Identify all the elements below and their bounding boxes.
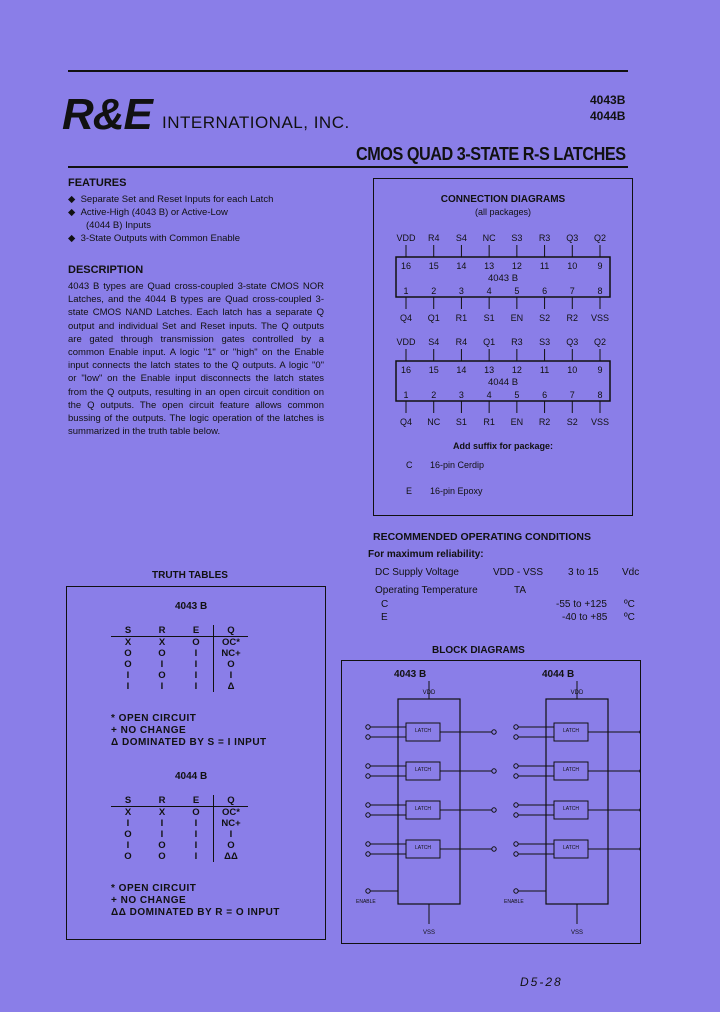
chip1-top-pin: 9 — [597, 261, 603, 271]
chip2-top-pin: 11 — [539, 365, 550, 375]
feature-item: ◆ 3-State Outputs with Common Enable — [68, 233, 241, 244]
tt1-cell: O — [124, 648, 132, 659]
chip2-top-pin: 10 — [567, 365, 578, 375]
supply-range: 3 to 15 — [568, 567, 599, 578]
feature-item: ◆ Separate Set and Reset Inputs for each Latch — [68, 194, 274, 205]
left-latch-label: LATCH — [414, 767, 432, 773]
supply-unit: Vdc — [622, 567, 640, 578]
chip1-top-pin: 16 — [400, 261, 412, 271]
chip2-top-label: R4 — [455, 337, 468, 347]
chip1-bottom-pin: 8 — [597, 286, 603, 296]
tt2-cell: I — [229, 829, 233, 840]
tt1-header: R — [145, 625, 179, 637]
tt1-cell: O — [158, 648, 166, 659]
tt1-row — [111, 648, 248, 659]
left-input-pin — [366, 725, 370, 729]
tt1-row — [111, 681, 248, 692]
chip2-bottom-pin: 7 — [569, 390, 575, 400]
truth-table-1-notes — [111, 713, 267, 749]
tt1-cell: I — [126, 681, 130, 692]
right-vdd-label: VDD — [570, 690, 584, 696]
right-input-pin — [514, 813, 518, 817]
tt2-header: E — [179, 795, 214, 807]
left-input-pin — [366, 774, 370, 778]
tt1-cell: Δ — [227, 681, 235, 692]
tt1-cell: I — [160, 659, 164, 670]
tt2-row — [111, 851, 248, 862]
tt1-cell: I — [179, 659, 214, 670]
chip2-bottom-label: EN — [510, 417, 524, 427]
tt2-cell: O — [227, 840, 235, 851]
features-heading: FEATURES — [68, 177, 127, 189]
tt2-cell: OC* — [222, 807, 240, 818]
temp-unit-e: ºC — [624, 612, 635, 623]
tt1-cell: OC* — [222, 637, 240, 648]
chip2-bottom-pin: 1 — [403, 390, 409, 400]
right-vss-label: VSS — [570, 930, 584, 936]
tt1-cell: I — [126, 670, 130, 681]
block-diagrams-box — [341, 660, 641, 944]
truth-heading: TRUTH TABLES — [152, 570, 228, 581]
chip1-bottom-label: VSS — [590, 313, 610, 323]
tt2-header: Q — [214, 795, 249, 807]
chip1-top-label: NC — [482, 233, 496, 243]
tt2-cell: O — [158, 840, 166, 851]
truth-table-2-title: 4044 B — [175, 771, 208, 782]
chip2-bottom-pin: 2 — [431, 390, 437, 400]
tt2-row — [111, 818, 248, 829]
tt1-row — [111, 670, 248, 681]
part-numbers — [590, 92, 625, 124]
right-latch-label: LATCH — [562, 728, 580, 734]
chip1-bottom-label: EN — [510, 313, 524, 323]
package-desc-c: 16-pin Cerdip — [430, 460, 485, 470]
chip1-top-label: R3 — [538, 233, 551, 243]
package-desc-e: 16-pin Epoxy — [430, 486, 483, 496]
right-input-pin — [514, 725, 518, 729]
package-code-e: E — [406, 486, 413, 496]
truth-table-1 — [111, 625, 248, 692]
temp-range-e: -40 to +85 — [562, 612, 608, 623]
chip2-bottom-pin: 3 — [458, 390, 464, 400]
temp-symbol: TA — [514, 585, 527, 596]
tt1-cell: I — [160, 681, 164, 692]
tt2-cell: I — [179, 818, 214, 829]
supply-symbol: VDD - VSS — [493, 567, 544, 578]
chip1-top-pin: 10 — [567, 261, 578, 271]
chip1-bottom-label: Q1 — [427, 313, 440, 323]
tt1-cell: X — [158, 637, 166, 648]
chip1-top-pin: 15 — [428, 261, 439, 271]
left-latch-label: LATCH — [414, 806, 432, 812]
chip2-name: 4044 B — [487, 377, 519, 388]
chip2-bottom-label: VSS — [590, 417, 610, 427]
block-left-title: 4043 B — [394, 669, 427, 680]
chip1-top-label: S3 — [511, 233, 523, 243]
temp-code-c: C — [381, 599, 389, 610]
right-input-pin — [514, 774, 518, 778]
connection-diagrams-box — [373, 178, 633, 516]
chip2-top-label: R3 — [511, 337, 523, 347]
left-latch-label: LATCH — [414, 728, 432, 734]
right-input-pin — [514, 764, 518, 768]
part-number-1: 4043B — [590, 93, 626, 107]
chip2-bottom-label: NC — [427, 417, 441, 427]
chip2-bottom-pin: 6 — [542, 390, 548, 400]
tt2-header: S — [111, 795, 145, 807]
right-latch-label: LATCH — [562, 767, 580, 773]
tt2-cell: X — [124, 807, 132, 818]
tt2-cell: X — [158, 807, 166, 818]
right-enable-label: ENABLE — [504, 899, 524, 905]
block-right-title: 4044 B — [542, 669, 575, 680]
tt2-note: + NO CHANGE — [111, 895, 187, 906]
left-input-pin — [366, 842, 370, 846]
tt1-note: * OPEN CIRCUIT — [111, 713, 197, 724]
tt1-row — [111, 659, 248, 670]
block-diagram-svg — [342, 661, 640, 943]
tt1-cell: O — [179, 637, 214, 649]
suffix-heading: Add suffix for package: — [452, 441, 553, 451]
temp-unit-c: ºC — [624, 599, 635, 610]
supply-label: DC Supply Voltage — [375, 567, 459, 578]
left-vss-label: VSS — [422, 930, 436, 936]
right-latch-label: LATCH — [562, 806, 580, 812]
truth-table-1-title: 4043 B — [175, 601, 208, 612]
chip1-name: 4043 B — [487, 273, 519, 284]
chip1-top-pin: 14 — [456, 261, 467, 271]
left-latch-label: LATCH — [414, 845, 432, 851]
connection-heading: CONNECTION DIAGRAMS — [440, 194, 566, 205]
tt2-cell: I — [179, 840, 214, 851]
right-input-pin — [514, 842, 518, 846]
tt1-cell: I — [229, 670, 233, 681]
tt1-header: E — [179, 625, 214, 637]
tt1-cell: I — [179, 681, 214, 692]
temp-range-c: -55 to +125 — [556, 599, 607, 610]
left-output-pin — [492, 808, 496, 812]
chip2-top-label: S3 — [539, 337, 551, 347]
left-input-pin — [366, 803, 370, 807]
package-code-c: C — [406, 460, 413, 470]
tt2-cell: O — [158, 851, 166, 862]
chip1-top-label: R4 — [427, 233, 440, 243]
tt2-cell: I — [126, 840, 130, 851]
chip1-top-label: Q3 — [566, 233, 579, 243]
tt1-header: Q — [214, 625, 249, 637]
right-input-pin — [514, 852, 518, 856]
tt2-cell: I — [179, 829, 214, 840]
chip2-bottom-pin: 5 — [514, 390, 520, 400]
temp-code-e: E — [381, 612, 388, 623]
recommended-sub: For maximum reliability: — [368, 549, 484, 560]
chip2-top-pin: 9 — [597, 365, 603, 375]
tt1-note: Δ DOMINATED BY S = I INPUT — [111, 737, 267, 748]
block-heading: BLOCK DIAGRAMS — [432, 645, 525, 656]
top-rule — [68, 70, 628, 72]
left-input-pin — [366, 852, 370, 856]
right-latch-label: LATCH — [562, 845, 580, 851]
chip2-bottom-pin: 4 — [486, 390, 492, 400]
tt2-note: ΔΔ DOMINATED BY R = O INPUT — [111, 907, 280, 918]
description-text: 4043 B types are Quad cross-coupled 3-state CMOS NOR Latches, and the 4044 B types are Quad cross-coupled 3-state CMOS NAND Latches. Each latch has a separate Q output and individual Set and Reset inputs. The Q outputs are gated through transmission gates controlled by a common Enable input. A logic "1" or "high" on the Enable input connects the latch states to the Q outputs. A logic "0" or "low" on the Enable input disconnects the latch states from the Q outputs, resulting in an open circuit condition on the Q outputs. The open circuit feature allows common bussing of the outputs. The logic operation of the latches is summarized in the truth table below. — [68, 281, 324, 438]
tt2-note: * OPEN CIRCUIT — [111, 883, 197, 894]
right-enable-pin — [514, 889, 518, 893]
chip1-bottom-label: S2 — [539, 313, 551, 323]
left-output-pin — [492, 847, 496, 851]
truth-table-2-notes — [111, 883, 280, 919]
left-vdd-label: VDD — [422, 690, 436, 696]
right-input-pin — [514, 803, 518, 807]
chip1-bottom-pin: 2 — [431, 286, 437, 296]
recommended-heading: RECOMMENDED OPERATING CONDITIONS — [373, 531, 591, 543]
tt2-cell: O — [124, 851, 132, 862]
tt2-row — [111, 807, 248, 819]
tt1-header: S — [111, 625, 145, 637]
feature-item: ◆ Active-High (4043 B) or Active-Low — [68, 207, 228, 218]
tt2-cell: NC+ — [221, 818, 241, 829]
page-title: CMOS QUAD 3-STATE R-S LATCHES — [356, 144, 626, 164]
company-logo: R&E — [62, 90, 152, 139]
chip2-top-label: VDD — [396, 337, 416, 347]
chip2-top-pin: 15 — [428, 365, 439, 375]
chip1-bottom-pin: 1 — [403, 286, 409, 296]
chip2-bottom-label: S2 — [566, 417, 578, 427]
chip1-bottom-label: R1 — [455, 313, 468, 323]
tt1-cell: NC+ — [221, 648, 241, 659]
tt1-cell: I — [179, 670, 214, 681]
part-number-2: 4044B — [590, 109, 626, 123]
chip1-bottom-label: S1 — [483, 313, 495, 323]
left-output-pin — [492, 769, 496, 773]
chip1-bottom-pin: 5 — [514, 286, 520, 296]
temp-label: Operating Temperature — [375, 585, 478, 596]
left-enable-pin — [366, 889, 370, 893]
chip1-top-pin: 12 — [511, 261, 522, 271]
feature-item: (4044 B) Inputs — [86, 220, 151, 231]
truth-tables-box — [66, 586, 326, 940]
chip2-bottom-pin: 8 — [597, 390, 603, 400]
chip1-top-pin: 13 — [484, 261, 495, 271]
left-enable-label: ENABLE — [356, 899, 376, 905]
left-input-pin — [366, 735, 370, 739]
tt2-row — [111, 840, 248, 851]
chip1-bottom-pin: 6 — [542, 286, 548, 296]
tt2-cell: I — [126, 818, 130, 829]
chip2-top-pin: 12 — [511, 365, 522, 375]
chip1-top-label: VDD — [396, 233, 416, 243]
tt2-cell: ΔΔ — [224, 851, 238, 862]
chip1-top-label: Q2 — [593, 233, 607, 243]
chip2-top-label: S4 — [428, 337, 440, 347]
chip2-bottom-label: R2 — [538, 417, 551, 427]
left-input-pin — [366, 764, 370, 768]
chip2-bottom-label: Q4 — [399, 417, 413, 427]
chip1-bottom-pin: 3 — [458, 286, 464, 296]
chip1-bottom-label: Q4 — [399, 313, 413, 323]
page-number: D5-28 — [520, 975, 563, 989]
chip2-top-label: Q3 — [566, 337, 579, 347]
tt2-cell: O — [124, 829, 132, 840]
tt2-row — [111, 829, 248, 840]
chip2-bottom-label: S1 — [455, 417, 467, 427]
chip1-bottom-label: R2 — [566, 313, 579, 323]
company-name: INTERNATIONAL, INC. — [162, 113, 350, 132]
chip1-bottom-pin: 7 — [569, 286, 575, 296]
truth-table-2 — [111, 795, 248, 862]
tt1-note: + NO CHANGE — [111, 725, 187, 736]
chip2-top-pin: 16 — [400, 365, 412, 375]
right-input-pin — [514, 735, 518, 739]
tt1-row — [111, 637, 248, 649]
tt1-cell: I — [179, 648, 214, 659]
chip2-top-label: Q2 — [593, 337, 607, 347]
chip2-top-pin: 13 — [484, 365, 495, 375]
chip1-bottom-pin: 4 — [486, 286, 492, 296]
left-output-pin — [492, 730, 496, 734]
connection-subheading: (all packages) — [474, 207, 532, 217]
chip1-top-pin: 11 — [539, 261, 550, 271]
tt2-cell: O — [179, 807, 214, 819]
chip2-top-label: Q1 — [483, 337, 496, 347]
tt1-cell: O — [158, 670, 166, 681]
tt2-cell: I — [160, 829, 164, 840]
title-rule — [68, 166, 628, 168]
tt1-cell: X — [124, 637, 132, 648]
description-heading: DESCRIPTION — [68, 264, 144, 276]
chip2-top-pin: 14 — [456, 365, 467, 375]
features-list — [68, 193, 328, 245]
left-input-pin — [366, 813, 370, 817]
tt2-cell: I — [160, 818, 164, 829]
chip2-bottom-label: R1 — [483, 417, 495, 427]
tt2-cell: I — [179, 851, 214, 862]
tt1-cell: O — [227, 659, 235, 670]
chip1-top-label: S4 — [455, 233, 467, 243]
tt2-header: R — [145, 795, 179, 807]
tt1-cell: O — [124, 659, 132, 670]
